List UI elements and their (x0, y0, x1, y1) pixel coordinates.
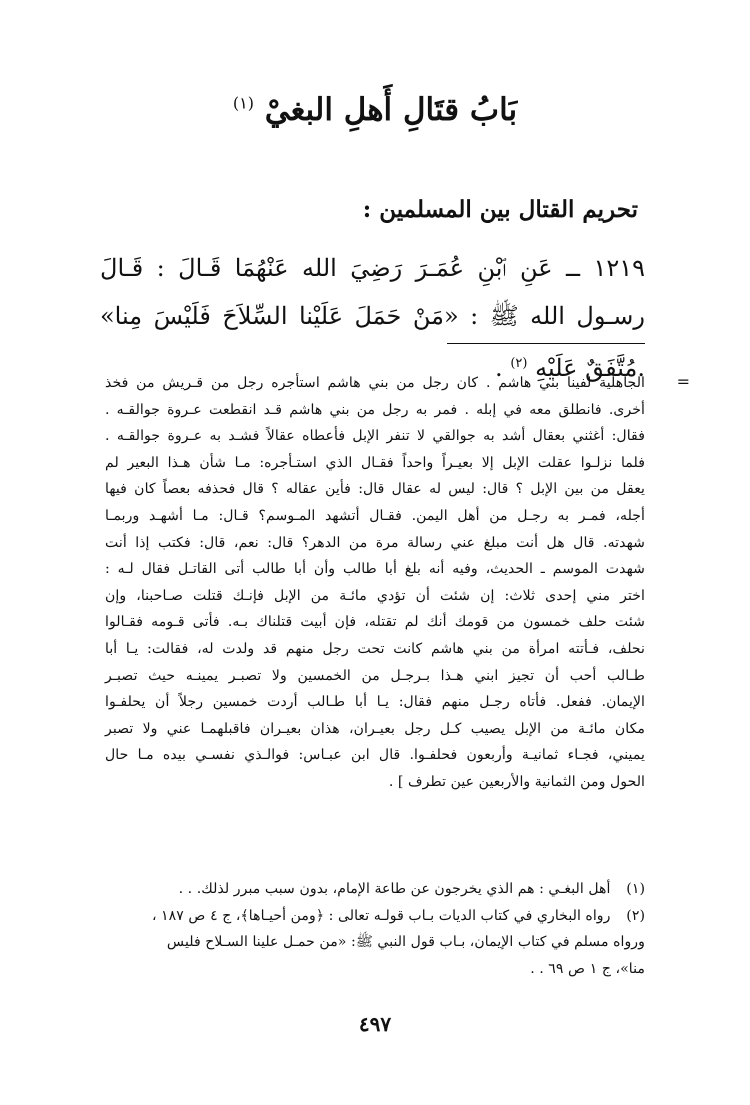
footnote-line: اختر مني إحدى ثلاث: إن شئت أن تؤدي مائـة من الإبل فإنـك قتلت صـاحبنا، وإن (105, 587, 645, 604)
footnote-line: فلما نزلـوا عقلت الإبل إلا بعيـراً واحداً فقـال الذي استـأجره: مـا شأن هـذا البعير لم (105, 454, 645, 471)
footnote-line: الجاهلية لفينا بني هاشم . كان رجل من بني هاشم استأجره رجل من قـريش من فخذ (105, 375, 645, 391)
footnote-line: شهدت الموسم ـ الحديث، وفيه أنه بلغ أبا طالب وأن أبا طالب أتى القاتـل فقال لـه : (105, 561, 645, 578)
footnote-2-text: رواه البخاري في كتاب الديات بـاب قولـه تعالى : ﴿ومن أحيـاها﴾، ج ٤ ص ١٨٧ ، (151, 907, 611, 924)
footnote-line: يعقل من بين الإبل ؟ قال: ليس له عقال قال: فأين عقاله ؟ قال فحذفه بعصاً كان فيها (105, 481, 645, 498)
footnote-1-text: أهل البغـي : هم الذي يخرجون عن طاعة الإمام، بدون سبب مبرر لذلك. . . (178, 881, 611, 897)
footnote-divider (447, 343, 645, 344)
hadith-end-mark: . (495, 354, 503, 382)
footnote-line: طـالب أحب أن تجيز ابني هـذا بـرجـل من الخمسين ولا تصبـر يمينـه حيث تصبـر (105, 667, 645, 684)
footnote-line: نحلف، فـأتته امرأة من بني هاشم كانت تحت رجل منهم قد ولدت له، فقالت: يـا أبا (105, 640, 645, 657)
footnote-line: فقال: أغثني بعقال أشد به جوالقي لا تنفر الإبل فأعطاه عقالاً فشـد به عـروة جوالقـه . (105, 428, 645, 445)
continuation-marker: = (676, 372, 690, 391)
footnote-line: شهدته. قال هل أنت مبلغ عني رسالة مرة من الدهر؟ قال: نعم، قال: فكتب إذا أنت (105, 534, 645, 551)
footnote-line: أخرى. فانطلق معه في إبله . فمر به رجل من بني هاشم قـد انقطعت عـروة جوالقـه . (105, 401, 645, 418)
hadith-text: ١٢١٩ ــ عَنِ ٱبْنِ عُمَـرَ رَضِيَ الله عَنْهُمَا قَـالَ : قَـالَ رسـول الله ﷺ : «مَنْ حَمَلَ عَلَيْنا السِّلاَحَ فَلَيْسَ مِنا» .مُتَّفَقٌ عَلَيْهِ (100, 254, 645, 382)
footnote-2-line: ورواه مسلم في كتاب الإيمان، بـاب قول النبي ﷺ: «من حمـل علينا السـلاح فليس (166, 934, 645, 951)
footnote-line: الإيمان. ففعل. فأتاه رجـل منهم فقال: يـا أبا طـالب أردت خمسين رجلاً أن يحلفـوا (105, 694, 645, 711)
continued-footnote (105, 370, 645, 796)
footnote-line: شئت حلف خمسون من قومك أنك لم تقتله، فإن أبيت قتلناك بـه. فأتى قـومه فقـالوا (105, 614, 645, 631)
footnote-2 (100, 903, 645, 983)
footnote-2-line (100, 903, 645, 930)
footnote-1 (100, 876, 645, 903)
footnote-1-line (100, 876, 645, 903)
footnote-2-line: منا»، ج ١ ص ٦٩ . . (530, 960, 645, 977)
footnote-2-number: (٢) (626, 907, 645, 924)
chapter-title (0, 92, 750, 128)
footnote-line: أجله، فمـر به رجـل من أهل اليمن. فقـال أتشهد المـوسم؟ قـال: مـا أشهـد وربمـا (105, 507, 645, 524)
chapter-title-text: بَابُ قتَالِ أَهلِ البغيْ (264, 92, 518, 128)
section-heading: تحريم القتال بين المسلمين : (362, 196, 638, 223)
page-number: ٤٩٧ (358, 1012, 392, 1036)
hadith-footnote-ref: (٢) (510, 356, 528, 371)
footnote-line: يميني، فجـاء ثمانيـة وأربعون فحلفـوا. قال ابن عبـاس: فوالـذي نفسـي بيده مـا حال (105, 747, 645, 764)
footnote-line: الحول ومن الثمانية والأربعين عين تطرف ] . (388, 773, 645, 790)
footnote-1-number: (١) (626, 881, 645, 897)
footnotes (100, 876, 645, 982)
chapter-footnote-ref: (١) (232, 93, 254, 113)
footnote-line: مكان مائـة من الإبل يصيب كـل رجل بعيـران، هذان بعيـران فاقبلهمـا عني ولا تصبر (105, 720, 645, 737)
